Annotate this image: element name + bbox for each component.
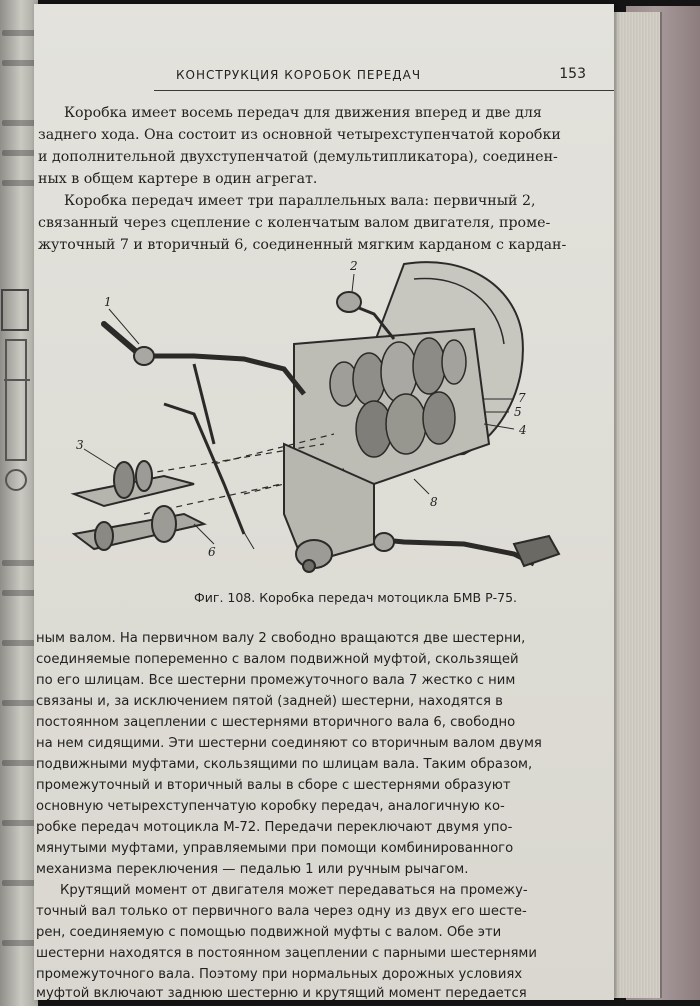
figure-label: 2 (350, 259, 358, 273)
text-line: промежуточного вала. Поэтому при нормальных дорожных условиях (36, 967, 523, 982)
figure-label: 4 (519, 423, 527, 437)
text-line: жуточный 7 и вторичный 6, соединенный мягким карданом с кардан- (38, 237, 567, 253)
figure-label: 7 (518, 391, 526, 405)
text-line: основную четырехступенчатую коробку передач, аналогичную ко- (36, 799, 505, 814)
text-line: шестерни находятся в постоянном зацеплении с парными шестернями (36, 946, 537, 961)
left-page-illustration-fragment (0, 260, 36, 520)
figure-label: 8 (430, 495, 438, 509)
running-head-title: КОНСТРУКЦИЯ КОРОБОК ПЕРЕДАЧ (176, 68, 422, 82)
text-line: соединяемые попеременно с валом подвижной муфтой, скользящей (36, 652, 519, 667)
running-head (154, 68, 614, 91)
text-line: подвижными муфтами, скользящими по шлицам вала. Таким образом, (36, 757, 533, 772)
book-page (34, 4, 614, 1000)
text-line: точный вал только от первичного вала через одну из двух его шесте- (36, 904, 527, 919)
text-line: промежуточный и вторичный валы в сборе с шестернями образуют (36, 778, 511, 793)
text-line: ных в общем картере в один агрегат. (38, 171, 318, 187)
page-stack-edge (610, 12, 662, 998)
figure-label: 3 (76, 438, 84, 452)
text-line: связанный через сцепление с коленчатым валом двигателя, проме- (38, 215, 551, 231)
text-line: на нем сидящими. Эти шестерни соединяют со вторичным валом двумя (36, 736, 542, 751)
text-line: и дополнительной двухступенчатой (демультипликатора), соединен- (38, 149, 558, 165)
text-line: муфтой включают заднюю шестерню и крутящий момент передается (36, 986, 527, 1001)
text-line: мянутыми муфтами, управляемыми при помощи комбинированного (36, 841, 514, 856)
text-line: по его шлицам. Все шестерни промежуточного вала 7 жестко с ним (36, 673, 516, 688)
text-line: робке передач мотоцикла М-72. Передачи переключают двумя упо- (36, 820, 513, 835)
text-line: рен, соединяемую с помощью подвижной муфты с валом. Обе эти (36, 925, 502, 940)
figure-label: 6 (208, 545, 216, 559)
text-line: Коробка передач имеет три параллельных вала: первичный 2, (64, 193, 536, 209)
text-line: связаны и, за исключением пятой (задней) шестерни, находятся в (36, 694, 503, 709)
figure-label: 1 (104, 295, 112, 309)
text-line: механизма переключения — педалью 1 или ручным рычагом. (36, 862, 469, 877)
left-page-edge (0, 0, 38, 1006)
text-line: Коробка имеет восемь передач для движения вперед и две для (64, 105, 542, 121)
gearbox-illustration (44, 244, 564, 584)
text-line: ным валом. На первичном валу 2 свободно вращаются две шестерни, (36, 631, 526, 646)
figure-label: 5 (514, 405, 522, 419)
page-number: 153 (559, 66, 586, 82)
figure-caption: Фиг. 108. Коробка передач мотоцикла БМВ Р-75. (194, 590, 517, 605)
text-line: заднего хода. Она состоит из основной четырехступенчатой коробки (38, 127, 561, 143)
text-line: постоянном зацеплении с шестернями вторичного вала 6, свободно (36, 715, 516, 730)
text-line: Крутящий момент от двигателя может передаваться на промежу- (60, 883, 528, 898)
